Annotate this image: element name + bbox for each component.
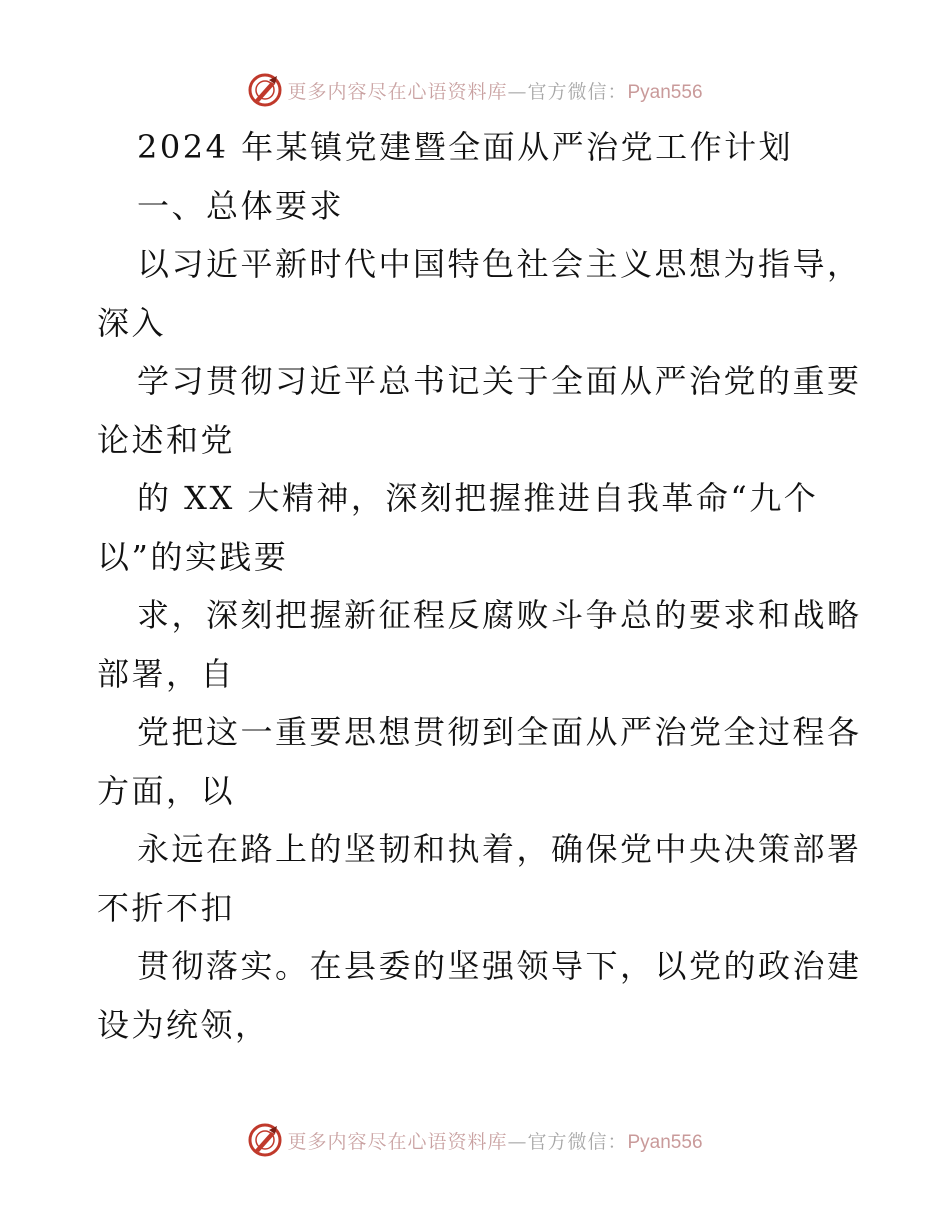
paragraph-line: 设为统领， [97, 1005, 270, 1044]
banner-separator: — [507, 1130, 528, 1153]
footer-watermark-banner [0, 1120, 950, 1160]
banner-main-text: 更多内容尽在心语资料库 [287, 1130, 508, 1153]
banner-middle-text: 官方微信： [527, 1130, 628, 1153]
banner-text [287, 77, 702, 104]
paragraph-line: 以”的实践要 [97, 537, 289, 576]
pen-logo-icon [247, 1122, 283, 1158]
paragraph-line: 永远在路上的坚韧和执着，确保党中央决策部署 [137, 830, 862, 868]
paragraph-line: 深入 [97, 303, 167, 342]
paragraph-line: 部署，自 [97, 654, 236, 693]
document-title: 2024 年某镇党建暨全面从严治党工作计划 [137, 128, 794, 166]
paragraph-line: 方面，以 [97, 771, 236, 810]
paragraph-line: 的 XX 大精神，深刻把握推进自我革命“九个 [137, 479, 819, 517]
header-watermark-banner [0, 70, 950, 110]
paragraph-line: 党把这一重要思想贯彻到全面从严治党全过程各 [137, 713, 862, 751]
paragraph-line: 学习贯彻习近平总书记关于全面从严治党的重要 [137, 362, 862, 400]
banner-main-text: 更多内容尽在心语资料库 [287, 80, 508, 103]
paragraph-line: 论述和党 [97, 420, 236, 459]
banner-text [287, 1127, 702, 1154]
banner-separator: — [507, 80, 528, 103]
document-body [97, 118, 862, 1054]
section-heading: 一、总体要求 [137, 186, 345, 225]
paragraph-line: 贯彻落实。在县委的坚强领导下，以党的政治建 [137, 947, 862, 985]
banner-wechat-id: Pyan556 [627, 1131, 703, 1153]
paragraph-line: 求，深刻把握新征程反腐败斗争总的要求和战略 [137, 596, 862, 634]
paragraph-line: 以习近平新时代中国特色社会主义思想为指导， [137, 245, 862, 283]
pen-logo-icon [247, 72, 283, 108]
banner-middle-text: 官方微信： [527, 80, 628, 103]
banner-wechat-id: Pyan556 [627, 81, 703, 103]
paragraph-line: 不折不扣 [97, 888, 236, 927]
